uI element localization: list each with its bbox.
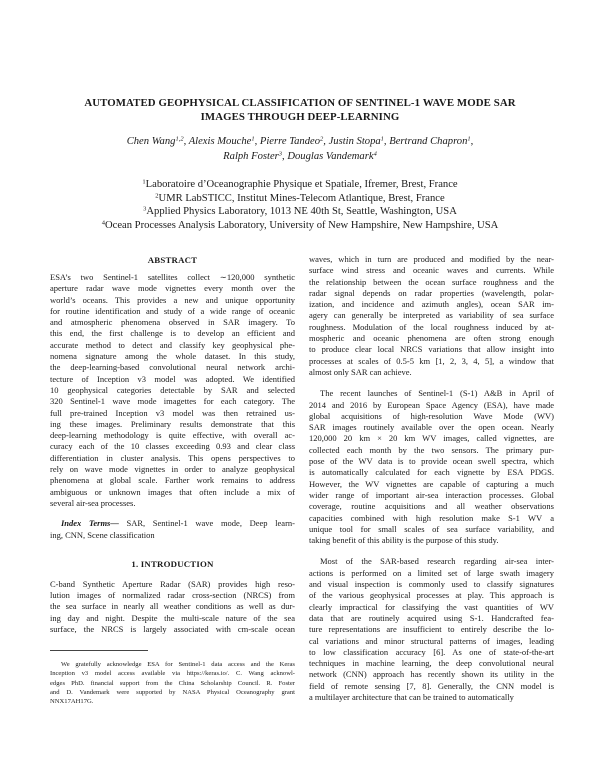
paragraph-2 [309, 388, 554, 546]
footnote-line: edges PhD. financial support from the China Scholarship Council. R. Foster [50, 679, 295, 687]
body-line: roughness. Modulation of the local roughness induced by at- [309, 321, 554, 332]
abstract-line: ESA’s two Sentinel-1 satellites collect ∼120,000 synthetic [50, 272, 295, 282]
abstract-line: accurate method to detect and classify key geophysical phe- [50, 339, 295, 350]
right-column [309, 254, 554, 703]
footnote-rule [50, 650, 148, 651]
body-line: a multilayer architecture that can be trained to automatically [309, 691, 514, 702]
abstract-line: curacy each of the 10 classes exceeding 0.93 and clear class [50, 441, 295, 452]
author-affiliation-mark: 1 [251, 135, 255, 143]
author-line-1 [40, 134, 560, 149]
author-name: Justin Stopa [328, 136, 381, 147]
author-separator: , [383, 136, 390, 147]
abstract-line: tecture of Inception v3 model was adopted. We identified [50, 373, 295, 384]
introduction-body [50, 579, 295, 635]
author-name: Douglas Vandemark [287, 151, 374, 162]
author-name: Chen Wang [126, 136, 176, 147]
body-line: However, the WV vignettes are capable of capturing a much [309, 478, 554, 489]
body-line: collected each month by the two sensors. The primary pur- [309, 444, 554, 455]
abstract-line: deep-learning methodology is quite effective, with overall ac- [50, 430, 295, 441]
affiliation-3 [40, 205, 560, 219]
abstract-line: ambiguous or unknown images that often include a mix of [50, 486, 295, 497]
intro-line: C-band Synthetic Aperture Radar (SAR) provides high reso- [50, 578, 295, 589]
abstract-line: phenomena at global scale. Farther work remains to address [50, 475, 295, 486]
abstract-line: 320 Sentinel-1 wave mode imagettes for each category. The [50, 396, 295, 407]
body-line: network (CNN) approach has recently shown its utility in the [309, 669, 554, 680]
abstract-body [50, 272, 295, 509]
author-separator: , [282, 151, 288, 162]
body-line: 120,000 20 km × 20 km WV images, called vignettes, are [309, 433, 554, 444]
author-separator: , [470, 136, 474, 147]
body-line: to produce clear local NRCS variations that allow insight into [309, 344, 554, 355]
body-line: actions is performed on a limited set of large swath imagery [309, 567, 554, 578]
section-heading-introduction: 1. INTRODUCTION [131, 558, 214, 569]
body-line: taking benefit of this ability is the purpose of this study. [309, 535, 499, 546]
intro-line: lution images of normalized radar cross-section (NRCS) from [50, 590, 295, 601]
abstract-line: ing these images. Preliminary results demonstrate that this [50, 418, 295, 429]
author-list [40, 134, 560, 164]
body-line: global acquisitions of high-resolution Wave Mode (WV) [309, 410, 554, 421]
affiliation-mark: 3 [143, 205, 147, 213]
author-affiliation-mark: 1,2 [175, 135, 184, 143]
body-line: and visual inspection is commonly used to classify signatures [309, 579, 554, 590]
affiliation-mark: 4 [101, 219, 105, 227]
author-separator: , [183, 136, 189, 147]
body-line: processes at scales of 0.5-5 km [1, 2, 3, 4, 5], a window that [309, 355, 554, 366]
author-separator: , [254, 136, 260, 147]
affiliation-text: Laboratoire d’Oceanographie Physique et Spatiale, Ifremer, Brest, France [145, 179, 458, 190]
body-line: almost only SAR can achieve. [309, 366, 412, 377]
abstract-line: several air-sea processes. [50, 497, 136, 508]
body-line: 2014 and 2016 by European Space Agency (ESA), have made [309, 399, 554, 410]
author-name: Ralph Foster [223, 151, 279, 162]
author-affiliation-mark: 1 [467, 135, 471, 143]
title-line-2: IMAGES THROUGH DEEP-LEARNING [200, 111, 400, 123]
body-line: is automatically calculated for each vignette by ESA PDGS. [309, 467, 554, 478]
body-line: to low classification accuracy [6]. As one of state-of-the-art [309, 646, 554, 657]
body-line: of the various geophysical processes at play. This approach is [309, 590, 554, 601]
index-terms-label: Index Terms— [61, 518, 119, 529]
author-separator: , [323, 136, 329, 147]
index-terms-text: SAR, Sentinel-1 wave mode, Deep learn- [126, 518, 295, 529]
abstract-line: and atmospheric phenomena observed in SAR imagery. To [50, 317, 295, 328]
author-affiliation-mark: 2 [320, 135, 324, 143]
index-terms-line: ing, CNN, Scene classification [50, 529, 155, 540]
intro-line: the sea surface in nearly all weather conditions as well as dur- [50, 601, 295, 612]
abstract-line: rely on wave mode vignettes in order to analyze geophysical [50, 464, 295, 475]
author-name: Pierre Tandeo [259, 136, 321, 147]
abstract-line: full pre-trained Inception v3 model was then retrained us- [50, 407, 295, 418]
body-line: cal variations and minor structural patterns of images, leading [309, 635, 554, 646]
body-line: agery can generally be interpreted as variability of sea surface [309, 310, 554, 321]
body-line: surface wind stress and oceanic waves and currents. While [309, 265, 554, 276]
abstract-line: for routine identification and study of a wide range of oceanic [50, 305, 295, 316]
abstract-line: this end, the first challenge is to develop an efficient and [50, 328, 295, 339]
title-line-1: AUTOMATED GEOPHYSICAL CLASSIFICATION OF SENTINEL-1 WAVE MODE SAR [84, 97, 516, 109]
affiliation-1 [40, 178, 560, 192]
body-line: field of remote sensing [7, 8]. Generally, the CNN model is [309, 680, 554, 691]
left-column [50, 254, 295, 635]
body-line: clearly impractical for classifying the vast quantities of WV [309, 601, 554, 612]
intro-line: surface, the NRCS is largely associated with cm-scale ocean [50, 624, 295, 635]
footnote-line: We gratefully acknowledge ESA for Sentinel-1 data access and the Keras [61, 661, 295, 668]
body-line: waves, which in turn are produced and modified by the near- [309, 254, 554, 264]
body-line: techniques in machine learning, the deep convolutional neural [309, 658, 554, 669]
index-terms [50, 518, 295, 541]
body-line: the relationship between the ocean surface roughness and the [309, 276, 554, 287]
footnote-line: Inception v3 model access available via https://keras.io/. C. Wang acknowl- [50, 670, 295, 678]
body-line: SAR images routinely available over the open ocean. Nearly [309, 422, 554, 433]
abstract-line: differentiation in cluster analysis. This opens perspectives to [50, 452, 295, 463]
body-line: wider range of important air-sea interaction processes. Global [309, 489, 554, 500]
abstract-line: the deep-learning-based convolutional neural network archi- [50, 362, 295, 373]
author-line-2 [40, 149, 560, 164]
author-affiliation-mark: 4 [373, 150, 377, 158]
body-line: The recent launches of Sentinel-1 (S-1) A&B in April of [320, 388, 554, 399]
footnote [50, 660, 295, 706]
index-terms-line [50, 518, 295, 529]
affiliation-text: Ocean Processes Analysis Laboratory, University of New Hampshire, New Hampshire, USA [104, 219, 499, 231]
body-line: ization, and incidence and azimuth angles), ocean SAR im- [309, 299, 554, 310]
body-line: coverage, routine acquisitions and all weather observations [309, 501, 554, 512]
body-line: data that are routinely acquired using S-1. Handcrafted fea- [309, 612, 554, 623]
paragraph-1 [309, 254, 554, 378]
affiliation-text: Applied Physics Laboratory, 1013 NE 40th St, Seattle, Washington, USA [146, 206, 457, 218]
abstract-heading: ABSTRACT [147, 255, 198, 265]
abstract-line: nomena signature among the whole dataset. In this study, [50, 351, 295, 362]
affiliation-list [40, 178, 560, 232]
affiliation-text: UMR LabSTICC, Institut Mines-Telecom Atlantique, Brest, France [158, 192, 445, 204]
intro-line: ing day and night. Despite the multi-scale nature of the sea [50, 612, 295, 623]
author-affiliation-mark: 3 [278, 150, 283, 158]
affiliation-2 [40, 192, 560, 206]
abstract-line: aperture radar wave mode vignettes every month over the [50, 283, 295, 294]
body-line: capacities combined with high resolution make S-1 WV a [309, 512, 554, 523]
paragraph-3 [309, 556, 554, 703]
paper-title [40, 96, 560, 124]
body-line: pose of the WV data is to provide ocean swell spectra, which [309, 456, 554, 467]
abstract-line: 10 geophysical categories detectable by SAR and selected [50, 384, 295, 395]
footnote-line: NNX17AH17G. [50, 698, 94, 706]
body-line: radar signal depends on radar properties (wavelength, polar- [309, 287, 554, 298]
author-affiliation-mark: 1 [380, 135, 384, 143]
affiliation-4 [40, 219, 560, 233]
affiliation-mark: 1 [142, 178, 146, 186]
body-line: mospheric and oceanic phenomena are often strong enough [309, 333, 554, 344]
abstract-line: world’s oceans. This provides a new and unique opportunity [50, 294, 295, 305]
body-line: Most of the SAR-based research regarding air-sea inter- [320, 556, 554, 567]
body-line: unique tool for small scales of sea surface variability, and [309, 523, 554, 534]
footnote-line: and D. Vandemark were supported by NASA Physical Oceanography grant [50, 688, 295, 696]
author-name: Alexis Mouche [188, 136, 252, 147]
affiliation-mark: 2 [155, 192, 159, 200]
author-name: Bertrand Chapron [389, 136, 468, 147]
body-line: ture representations are insufficient to entirely describe the lo- [309, 624, 554, 635]
